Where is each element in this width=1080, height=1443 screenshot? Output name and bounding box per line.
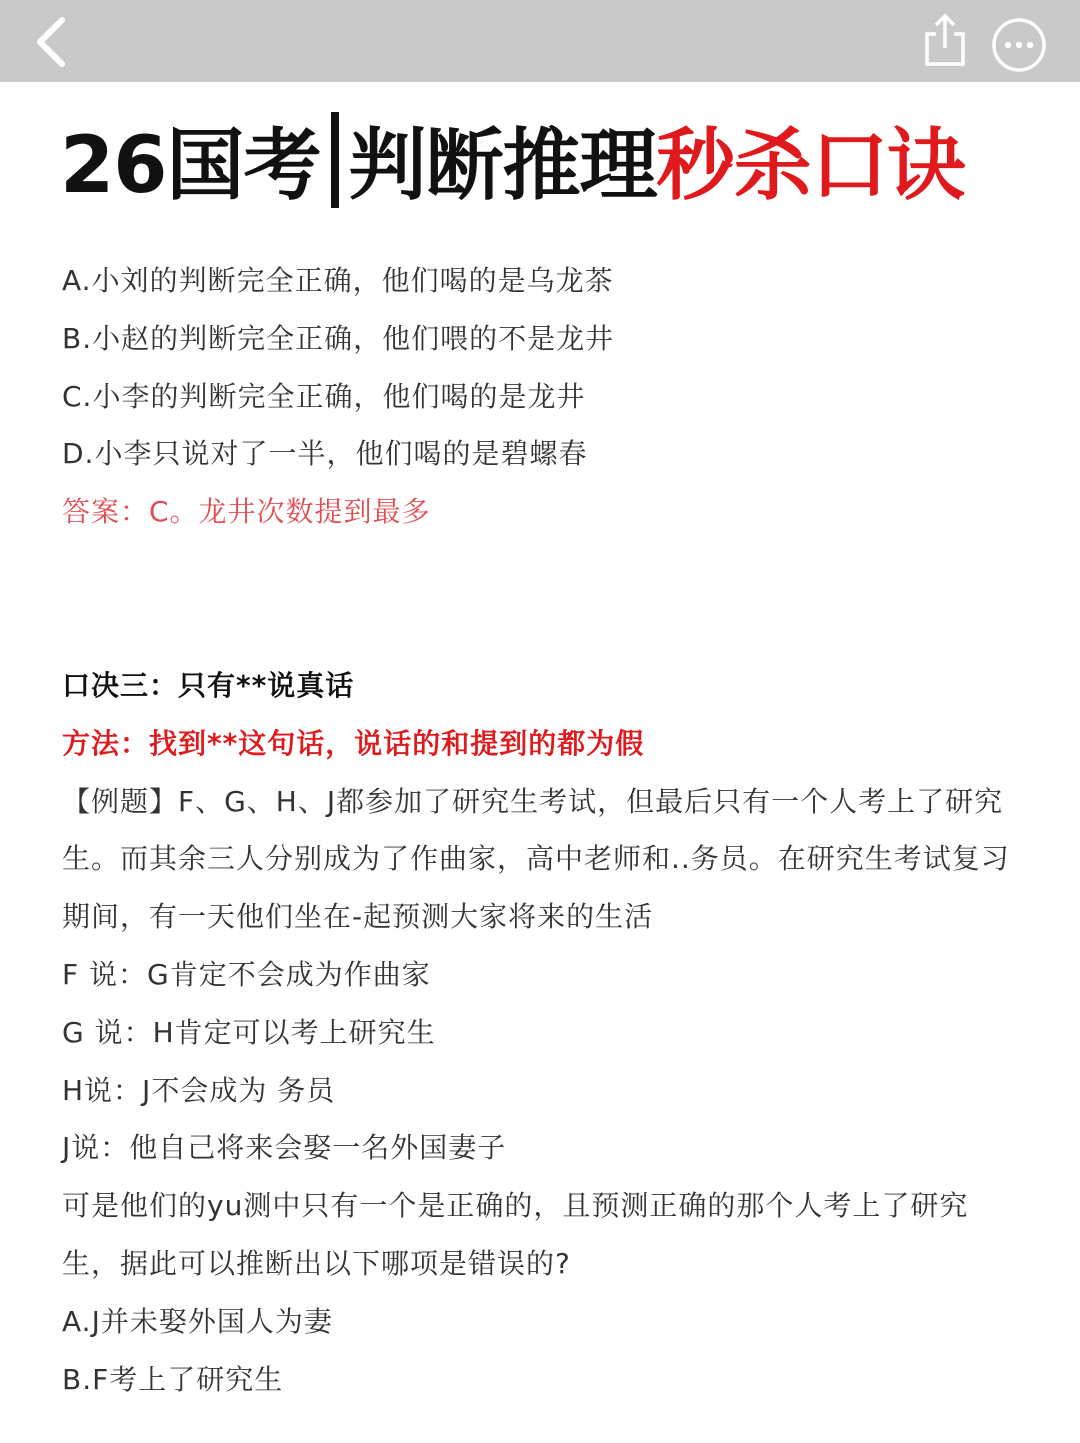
article-content [62,252,1042,1408]
option-second-a: A.J并未娶外国人为妻 [62,1304,333,1338]
method-line: 方法：找到**这句话，说话的和提到的都为假 [62,726,645,760]
section-heading: 口决三：只有**说真话 [62,668,355,702]
title-black-part: 26国考 [60,121,321,211]
option-a: A.小刘的判断完全正确，他们喝的是乌龙茶 [62,264,614,297]
answer-line: 答案：C。龙井次数提到最多 [62,495,431,529]
statement-h: H说：J不会成为 务员 [62,1073,336,1107]
statement-j: J说：他自己将来会娶一名外国妻子 [62,1131,507,1165]
title-red-part: 秒杀口诀 [656,121,965,211]
option-b: B.小赵的判断完全正确，他们喂的不是龙井 [62,321,615,355]
page-title [60,112,1050,222]
title-black-part-2: 判断推理 [348,121,657,211]
chevron-left-icon[interactable] [28,14,78,70]
option-d: D.小李只说对了一半，他们喝的是碧螺春 [62,437,588,471]
option-c: C.小李的判断完全正确，他们喝的是龙井 [62,379,586,413]
example-paragraph: 【例题】F、G、H、J都参加了研究生考试，但最后只有一个人考上了研究生。而其余三人分别成为了作曲家，高中老师和..务员。在研究生考试复习期间，有一天他们坐在-起预测大家将来的生活 [62,784,1010,934]
question-paragraph: 可是他们的yu测中只有一个是正确的，且预测正确的那个人考上了研究生，据此可以推断出以下哪项是错误的? [62,1189,969,1280]
title-divider [331,112,339,208]
more-icon[interactable] [990,16,1048,74]
statement-f: F 说：G肯定不会成为作曲家 [62,957,431,991]
share-icon[interactable] [918,10,972,70]
top-bar [0,0,1080,82]
spacer [62,541,1042,657]
statement-g: G 说：H肯定可以考上研究生 [62,1015,436,1049]
option-second-b: B.F考上了研究生 [62,1362,284,1396]
